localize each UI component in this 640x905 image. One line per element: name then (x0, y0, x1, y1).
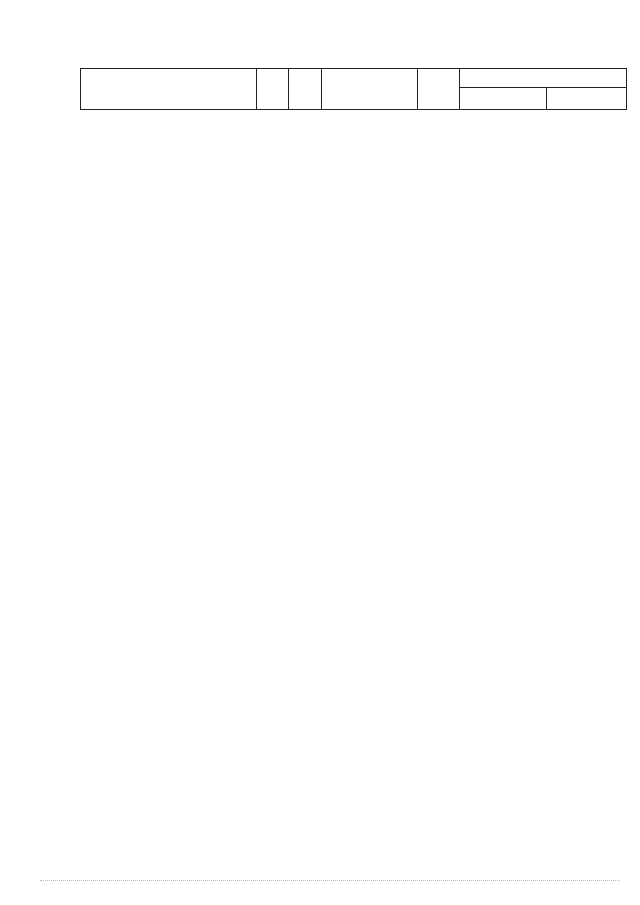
header-rz (257, 69, 289, 110)
header-pr (289, 69, 322, 110)
scan-artifact-line (40, 880, 620, 882)
header-name (81, 69, 257, 110)
header-2019 (460, 88, 547, 110)
header-2020 (547, 88, 627, 110)
header-sums (460, 69, 627, 88)
table-header (80, 68, 627, 110)
header-csr (322, 69, 418, 110)
header-vr (418, 69, 460, 110)
